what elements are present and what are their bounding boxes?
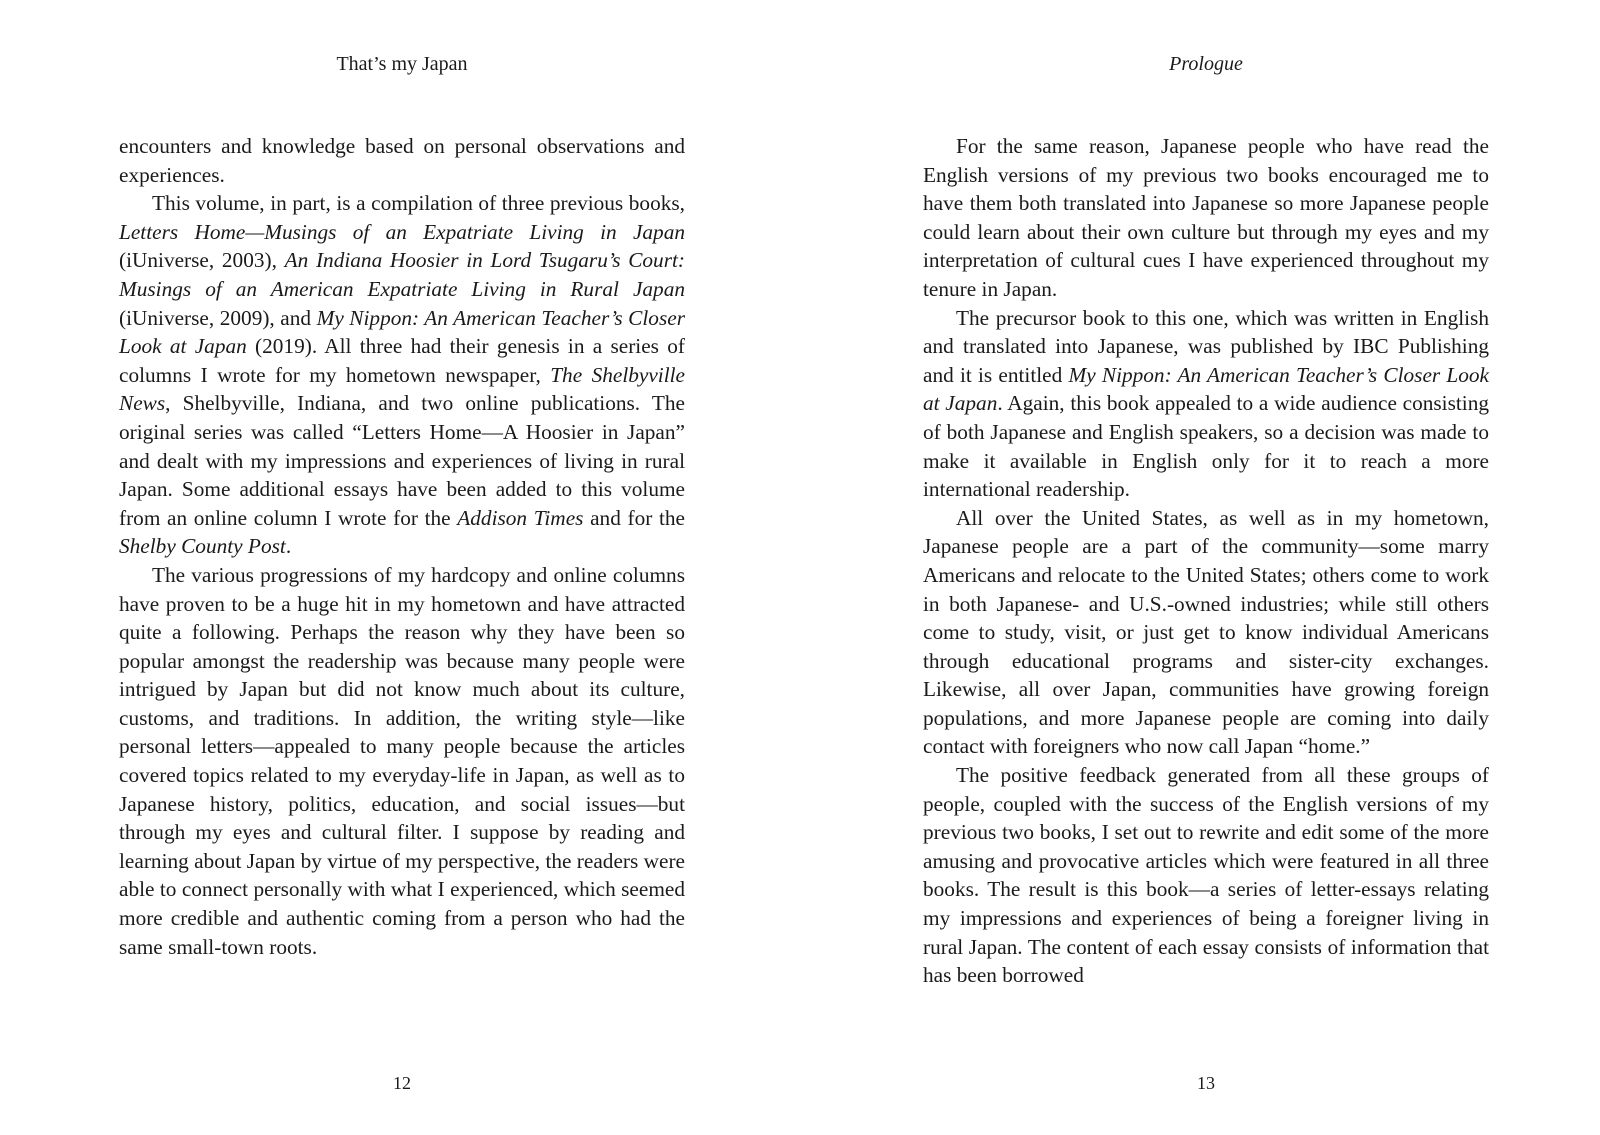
italic-title: My Nippon: An American Teacher’s Closer Look at Japan (923, 362, 1489, 416)
paragraph: All over the United States, as well as in my hometown, Japanese people are a part of the community—some marry Americans and relocate to the United States; others come to work in both Japanese- and U.S.-owned industries; while still others come to study, visit, or just get to know individual Americans through educational programs and sister-city exchanges. Likewise, all over Japan, communities have growing foreign populations, and more Japanese people are coming into daily contact with foreigners who now call Japan “home.” (923, 505, 1489, 759)
italic-title: Shelby County Post (119, 534, 286, 559)
left-page-body (119, 132, 685, 961)
right-page (800, 0, 1600, 1135)
paragraph: encounters and knowledge based on personal observations and experiences. (119, 134, 685, 187)
italic-title: The Shelbyville News (119, 362, 685, 416)
right-page-body (923, 132, 1489, 990)
running-head-chapter-title: Prologue (1169, 53, 1243, 75)
paragraph: The precursor book to this one, which was written in English and translated into Japanese, was published by IBC Publishing and it is entitled My Nippon: An American Teacher’s Closer Look at Japan. Again, this book appealed to a wide audience consisting of both Japanese and English speakers, so a decision was made to make it available in English only for it to reach a more international readership. (923, 305, 1490, 502)
page-number: 12 (393, 1073, 411, 1093)
page-number: 13 (1197, 1073, 1215, 1093)
italic-title: Letters Home—Musings of an Expatriate Living in Japan (119, 219, 685, 244)
paragraph: This volume, in part, is a compilation of three previous books, Letters Home—Musings of an Expatriate Living in Japan (iUniverse, 2003), An Indiana Hoosier in Lord Tsugaru’s Court: Musings of an American Expatriate Living in Rural Japan (iUniverse, 2009), and My Nippon: An American Teacher’s Closer Look at Japan (2019). All three had their genesis in a series of columns I wrote for my hometown newspaper, The Shelbyville News, Shelbyville, Indiana, and two online publications. The original series was called “Letters Home—A Hoosier in Japan” and dealt with my impressions and experiences of living in rural Japan. Some additional essays have been added to this volume from an online column I wrote for the Addison Times and for the Shelby County Post. (119, 191, 685, 559)
italic-title: Addison Times (457, 505, 584, 530)
italic-title: My Nippon: An American Teacher’s Closer Look at Japan (119, 305, 685, 359)
paragraph: The various progressions of my hardcopy and online columns have proven to be a huge hit in my hometown and have attracted quite a following. Perhaps the reason why they have been so popular amongst the readership was because many people were intrigued by Japan but did not know much about its culture, customs, and traditions. In addition, the writing style—like personal letters—appealed to many people because the articles covered topics related to my everyday-life in Japan, as well as to Japanese history, politics, education, and social issues—but through my eyes and cultural filter. I suppose by reading and learning about Japan by virtue of my perspective, the readers were able to connect personally with what I experienced, which seemed more credible and authentic coming from a person who had the same small-town roots. (119, 562, 685, 959)
paragraph: The positive feedback generated from all these groups of people, coupled with the success of the English versions of my previous two books, I set out to rewrite and edit some of the more amusing and provocative articles which were featured in all three books. The result is this book—a series of letter-essays relating my impressions and experiences of being a foreigner living in rural Japan. The content of each essay consists of information that has been borrowed (923, 763, 1489, 988)
running-head-book-title: That’s my Japan (336, 53, 468, 75)
italic-title: An Indiana Hoosier in Lord Tsugaru’s Court: Musings of an American Expatriate Living in Rural Japan (119, 248, 685, 301)
paragraph: For the same reason, Japanese people who have read the English versions of my previous two books encouraged me to have them both translated into Japanese so more Japanese people could learn about their own culture but through my eyes and my interpretation of cultural cues I have experienced throughout my tenure in Japan. (923, 134, 1489, 301)
